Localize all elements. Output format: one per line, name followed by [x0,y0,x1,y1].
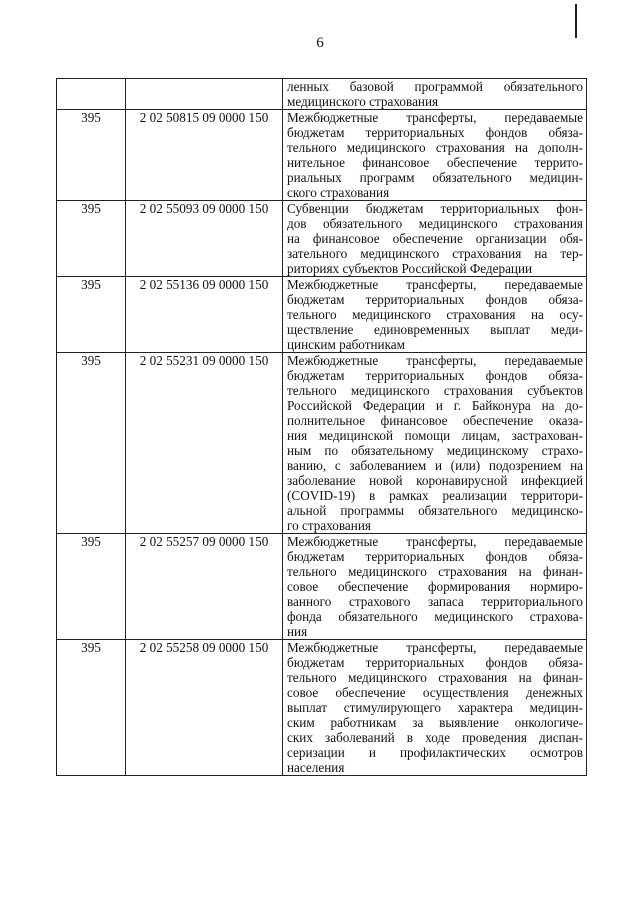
description-line: полнительное финансовое обеспечение оказа- [287,413,583,428]
description-cell [283,640,587,776]
description-cell [283,277,587,353]
description-line: бюджетам территориальных фондов обяза- [287,549,583,564]
description-line: тельного медицинского страхования на финан- [287,670,583,685]
admin-code-cell: 395 [57,640,126,776]
description-line: дов обязательного медицинского страхования [287,216,583,231]
description-line: ванию, с заболеванием и (или) подозрением на [287,458,583,473]
admin-code-cell: 395 [57,353,126,534]
description-line: тельного медицинского страхования на финан- [287,564,583,579]
description-line: нительное финансовое обеспечение террито- [287,155,583,170]
description-line: Российской Федерации и г. Байконура на до- [287,398,583,413]
table-row [57,201,587,277]
description-line: тельного медицинского страхования на дополн- [287,140,583,155]
description-line: Межбюджетные трансферты, передаваемые [287,534,583,549]
description-line: ских заболеваний в ходе проведения диспан- [287,730,583,745]
margin-mark [575,4,577,38]
description-line: альной программы обязательного медицинско- [287,503,583,518]
description-line: ния [287,624,308,639]
description-line: ным по обязательному медицинскому страхо- [287,443,583,458]
description-line: бюджетам территориальных фондов обяза- [287,368,583,383]
admin-code-cell: 395 [57,277,126,353]
description-line: риториях субъектов Российской Федерации [287,261,533,276]
description-cell [283,534,587,640]
description-cell [283,79,587,110]
description-line: совое обеспечение формирования нормиро- [287,579,583,594]
description-line: тельного медицинского страхования субъектов [287,383,583,398]
description-line: Межбюджетные трансферты, передаваемые [287,640,583,655]
table-row [57,534,587,640]
description-line: го страхования [287,518,371,533]
description-line: бюджетам территориальных фондов обяза- [287,125,583,140]
description-line: зательного медицинского страхования на тер- [287,246,583,261]
table-row [57,79,587,110]
admin-code-cell: 395 [57,201,126,277]
description-line: ванного страхового запаса территориального [287,594,583,609]
budget-code-cell: 2 02 50815 09 0000 150 [126,110,283,201]
description-line: совое обеспечение осуществления денежных [287,685,583,700]
description-line: бюджетам территориальных фондов обяза- [287,655,583,670]
table-row [57,640,587,776]
description-cell [283,201,587,277]
description-line: ния медицинской помощи лицам, застрахован- [287,428,583,443]
admin-code-cell: 395 [57,110,126,201]
table-row [57,353,587,534]
budget-code-cell: 2 02 55093 09 0000 150 [126,201,283,277]
description-cell [283,353,587,534]
budget-code-cell: 2 02 55257 09 0000 150 [126,534,283,640]
description-line: выплат стимулирующего характера медицин- [287,700,583,715]
admin-code-cell: 395 [57,534,126,640]
budget-code-cell: 2 02 55258 09 0000 150 [126,640,283,776]
admin-code-cell [57,79,126,110]
page-number: 6 [316,35,324,51]
description-line: бюджетам территориальных фондов обяза- [287,292,583,307]
description-line: ществление единовременных выплат меди- [287,322,583,337]
table-row [57,277,587,353]
description-line: тельного медицинского страхования на осу- [287,307,583,322]
budget-code-cell: 2 02 55231 09 0000 150 [126,353,283,534]
budget-classification-table [56,78,587,776]
description-line: медицинского страхования [287,94,439,109]
budget-code-cell: 2 02 55136 09 0000 150 [126,277,283,353]
description-line: Субвенции бюджетам территориальных фон- [287,201,583,216]
description-line: Межбюджетные трансферты, передаваемые [287,110,583,125]
description-line: на финансовое обеспечение организации обя- [287,231,583,246]
description-line: фонда обязательного медицинского страхова- [287,609,583,624]
description-line: цинским работникам [287,337,405,352]
description-line: ского страхования [287,185,390,200]
description-line: серизации и профилактических осмотров [287,745,583,760]
budget-code-cell [126,79,283,110]
description-cell [283,110,587,201]
description-line: заболевание новой коронавирусной инфекцией [287,473,583,488]
description-line: населения [287,760,345,775]
description-line: Межбюджетные трансферты, передаваемые [287,277,583,292]
description-line: риальных программ обязательного медицин- [287,170,583,185]
description-line: ленных базовой программой обязательного [287,79,583,94]
description-line: Межбюджетные трансферты, передаваемые [287,353,583,368]
table-row [57,110,587,201]
description-line: (COVID-19) в рамках реализации территори- [287,488,583,503]
description-line: ским работникам за выявление онкологиче- [287,715,583,730]
